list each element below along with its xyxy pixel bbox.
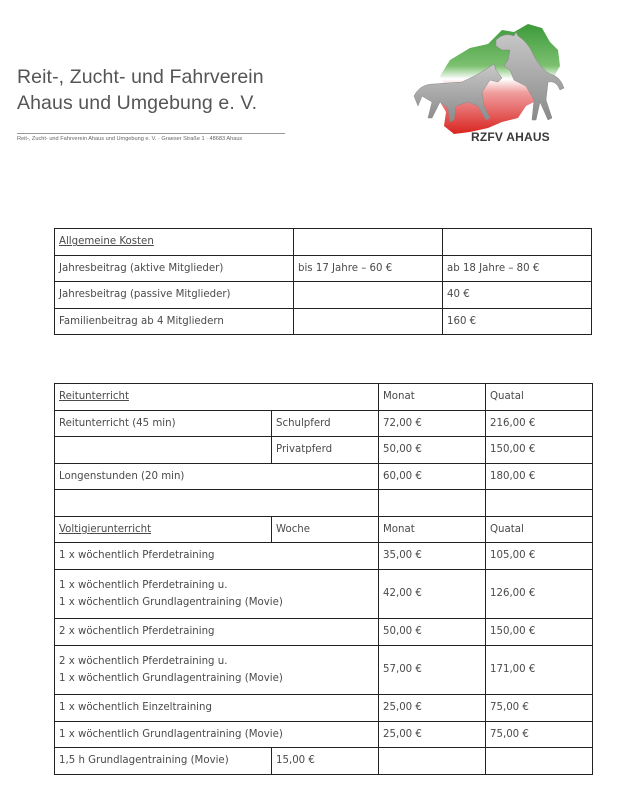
row-value: 160 € <box>443 308 592 335</box>
price-week: 15,00 € <box>272 748 379 775</box>
row-value: 40 € <box>443 282 592 309</box>
table-row <box>55 308 592 335</box>
price-month: 25,00 € <box>379 721 486 748</box>
general-costs-title: Allgemeine Kosten <box>55 229 294 256</box>
empty-cell <box>294 308 443 335</box>
table-row <box>55 463 593 490</box>
horse-type: Privatpferd <box>272 437 379 464</box>
empty-cell <box>486 490 593 517</box>
price-month: 57,00 € <box>379 645 486 695</box>
letterhead-divider <box>17 133 285 134</box>
empty-cell <box>486 748 593 775</box>
price-month: 60,00 € <box>379 463 486 490</box>
table-row <box>55 695 593 722</box>
empty-cell <box>55 490 379 517</box>
price-quarter: 75,00 € <box>486 695 593 722</box>
row-label: Jahresbeitrag (passive Mitglieder) <box>55 282 294 309</box>
column-header-quarter: Quatal <box>486 384 593 411</box>
row-label: Longenstunden (20 min) <box>55 463 379 490</box>
row-label: 1 x wöchentlich Pferdetraining <box>55 543 379 570</box>
price-month: 25,00 € <box>379 695 486 722</box>
row-value-youth: bis 17 Jahre – 60 € <box>294 255 443 282</box>
horse-map-logo-icon <box>410 22 575 147</box>
table-row <box>55 645 593 695</box>
row-label: Familienbeitrag ab 4 Mitgliedern <box>55 308 294 335</box>
logo-text: RZFV AHAUS <box>471 130 550 144</box>
table-row <box>55 748 593 775</box>
horse-type: Schulpferd <box>272 410 379 437</box>
organization-name <box>17 64 264 116</box>
price-month: 42,00 € <box>379 569 486 619</box>
organization-address: Reit-, Zucht- und Fahrverein Ahaus und Umgebung e. V. · Graeser Straße 1 · 48683 Ahaus <box>17 136 243 142</box>
price-month: 50,00 € <box>379 437 486 464</box>
price-quarter: 150,00 € <box>486 619 593 646</box>
price-month: 35,00 € <box>379 543 486 570</box>
price-quarter: 216,00 € <box>486 410 593 437</box>
row-label: 1 x wöchentlich Einzeltraining <box>55 695 379 722</box>
column-header-month: Monat <box>379 516 486 543</box>
riding-header-row <box>55 384 593 411</box>
table-row <box>55 543 593 570</box>
row-label-line1: 2 x wöchentlich Pferdetraining u. <box>59 655 228 667</box>
price-month: 72,00 € <box>379 410 486 437</box>
riding-title: Reitunterricht <box>55 384 379 411</box>
empty-cell <box>443 229 592 256</box>
row-label: 2 x wöchentlich Pferdetraining <box>55 619 379 646</box>
table-row <box>55 619 593 646</box>
empty-cell <box>294 282 443 309</box>
row-label: Reitunterricht (45 min) <box>55 410 272 437</box>
table-row <box>55 721 593 748</box>
price-quarter: 180,00 € <box>486 463 593 490</box>
price-quarter: 75,00 € <box>486 721 593 748</box>
vaulting-header-row <box>55 516 593 543</box>
empty-cell <box>379 490 486 517</box>
column-header-month: Monat <box>379 384 486 411</box>
empty-cell <box>379 748 486 775</box>
row-label: Jahresbeitrag (aktive Mitglieder) <box>55 255 294 282</box>
row-label-line1: 1 x wöchentlich Pferdetraining u. <box>59 579 228 591</box>
table-row <box>55 437 593 464</box>
row-label-line2: 1 x wöchentlich Grundlagentraining (Movie) <box>59 672 283 684</box>
table-row <box>55 410 593 437</box>
row-label <box>55 569 379 619</box>
organization-name-line2: Ahaus und Umgebung e. V. <box>17 92 258 114</box>
row-value-adult: ab 18 Jahre – 80 € <box>443 255 592 282</box>
table-row <box>55 282 592 309</box>
column-header-quarter: Quatal <box>486 516 593 543</box>
lessons-table <box>54 383 593 775</box>
vaulting-title: Voltigierunterricht <box>55 516 272 543</box>
table-header-row <box>55 229 592 256</box>
club-logo <box>410 22 575 147</box>
price-quarter: 150,00 € <box>486 437 593 464</box>
price-quarter: 105,00 € <box>486 543 593 570</box>
row-label-line2: 1 x wöchentlich Grundlagentraining (Movie) <box>59 596 283 608</box>
price-quarter: 171,00 € <box>486 645 593 695</box>
empty-cell <box>294 229 443 256</box>
row-label: 1 x wöchentlich Grundlagentraining (Movie) <box>55 721 379 748</box>
table-row <box>55 255 592 282</box>
table-row <box>55 569 593 619</box>
row-label <box>55 645 379 695</box>
general-costs-table <box>54 228 592 335</box>
price-quarter: 126,00 € <box>486 569 593 619</box>
empty-cell <box>55 437 272 464</box>
price-month: 50,00 € <box>379 619 486 646</box>
column-header-week: Woche <box>272 516 379 543</box>
organization-name-line1: Reit-, Zucht- und Fahrverein <box>17 66 264 88</box>
row-label: 1,5 h Grundlagentraining (Movie) <box>55 748 272 775</box>
spacer-row <box>55 490 593 517</box>
